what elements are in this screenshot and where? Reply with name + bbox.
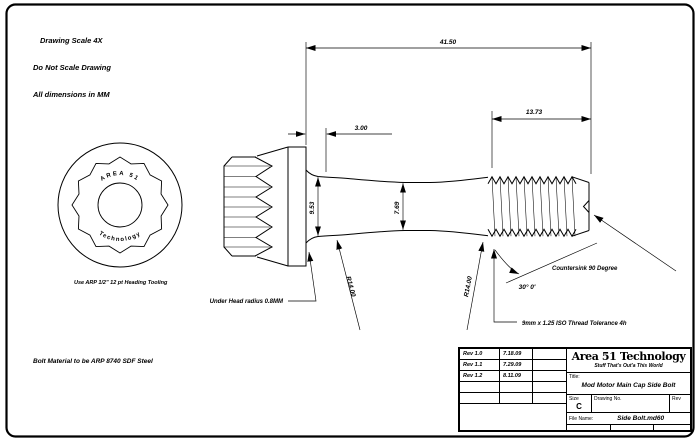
title-block-right [567, 349, 690, 430]
thread-flank-lines [492, 177, 575, 236]
dim-left-radius-value: R14.00 [344, 275, 357, 298]
leader-under-head [288, 252, 316, 301]
drawing-title: Mod Motor Main Cap Side Bolt [581, 382, 676, 389]
note-units: All dimensions in MM [33, 90, 110, 99]
revision-table [460, 349, 567, 430]
end-view-bore-circle [98, 183, 142, 227]
shank-bottom-profile [306, 231, 488, 244]
head-cone [257, 147, 288, 266]
size-value: C [576, 402, 582, 411]
revision-date: 7.29.09 [500, 360, 533, 370]
dim-3-value: 3.00 [354, 125, 368, 132]
company-box [567, 349, 690, 373]
rev-cell [670, 395, 690, 412]
end-view-brand-bottom: Technology [97, 230, 143, 244]
file-row [567, 413, 690, 425]
revision-note [533, 360, 566, 370]
note-do-not-scale: Do Not Scale Drawing [33, 63, 111, 72]
size-cell [567, 395, 592, 412]
revision-row-empty [460, 382, 566, 393]
dim-thread-length-value: 13.73 [525, 109, 543, 116]
revision-date: 8.11.09 [500, 371, 533, 381]
file-name-value: Side Bolt.md60 [617, 415, 665, 422]
title-block-bottom-row [567, 425, 690, 430]
end-view-brand-top: AREA 51 [99, 170, 141, 183]
drawing-no-cell [592, 395, 670, 412]
leader-thread-spec [494, 249, 517, 322]
rev-label: Rev [672, 396, 681, 402]
angle-reference-line [506, 243, 597, 283]
title-label: Title: [569, 374, 580, 380]
end-view-outer-circle [58, 143, 182, 267]
revision-notes-area [460, 404, 566, 430]
head-outline [224, 157, 256, 256]
revision-id: Rev 1.1 [460, 360, 500, 370]
revision-row [460, 349, 566, 360]
head-points-edge [255, 157, 272, 256]
revision-id: Rev 1.2 [460, 371, 500, 381]
revision-date: 7.18.09 [500, 349, 533, 359]
size-row [567, 395, 690, 413]
shank-top-profile [306, 170, 488, 183]
revision-row [460, 371, 566, 382]
revision-id: Rev 1.0 [460, 349, 500, 359]
company-tagline: Stuff That's Out'a This World [594, 363, 663, 369]
countersink-note: Countersink 90 Degree [552, 266, 618, 272]
dim-chamfer-angle-value: 30° 0' [518, 284, 536, 291]
note-tooling: Use ARP 1/2" 12 pt Heading Tooling [74, 280, 168, 286]
dim-right-radius-value: R14.00 [463, 275, 474, 298]
size-label: Size [569, 396, 579, 402]
head-flange [288, 147, 306, 266]
revision-note [533, 371, 566, 381]
dim-neck-value: 9.53 [309, 201, 316, 215]
angle-arc [495, 250, 519, 274]
title-box [567, 373, 690, 395]
note-drawing-scale: Drawing Scale 4X [40, 36, 103, 45]
note-material: Bolt Material to be ARP 8740 SDF Steel [33, 358, 153, 365]
thread-spec-note: 9mm x 1.25 ISO Thread Tolerance 4h [522, 321, 627, 327]
thread-bottom [488, 229, 576, 236]
dimensions [288, 42, 676, 330]
dim-overall-value: 41.50 [439, 39, 457, 46]
tip-countersink-notch [584, 201, 590, 213]
end-view [58, 143, 182, 267]
title-block [458, 347, 692, 432]
dim-shank-value: 7.69 [394, 201, 401, 215]
file-name-label: File Name: [569, 415, 594, 422]
revision-note [533, 349, 566, 359]
head-flute-lines [224, 166, 270, 247]
drawing-no-label: Drawing No. [594, 396, 622, 402]
leader-countersink [594, 215, 676, 271]
company-name: Area 51 Technology [571, 350, 686, 363]
dim-overall-extension-lines [306, 42, 591, 174]
revision-row [460, 360, 566, 371]
under-head-note: Under Head radius 0.8MM [209, 299, 283, 305]
revision-row-empty [460, 393, 566, 404]
bolt-side-view [224, 147, 589, 266]
